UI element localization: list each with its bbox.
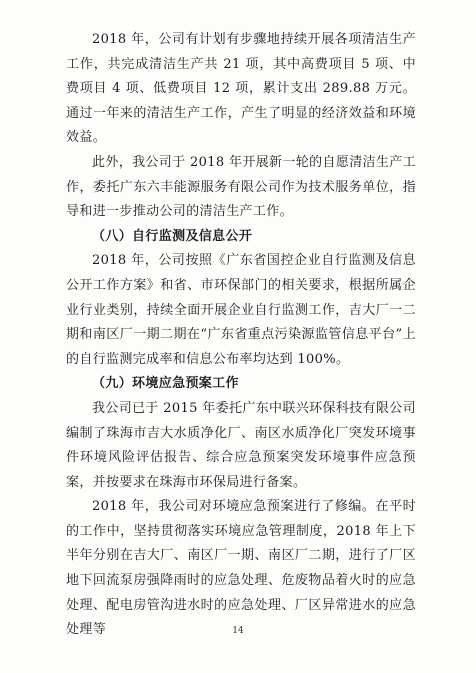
paragraph-emergency-plan-2018: 2018 年，我公司对环境应急预案进行了修编。在平时的工作中，坚持贯彻落实环境应急管理制度，2018 年上下半年分别在吉大厂、南区厂一期、南区厂二期，进行了厂区地下回流泵房强降雨时的应急处理、危废物品着火时的应急处理、配电房管沟进水时的应急处理、厂区异常进水的应急处理等	[66, 499, 416, 638]
section-heading-self-monitoring: （八）自行监测及信息公开	[92, 228, 253, 244]
page-number: 14	[232, 626, 244, 636]
paragraph-clean-production-outsourcing: 此外，我公司于 2018 年开展新一轮的自愿清洁生产工作，委托广东六丰能源服务有限公司作为技术服务单位，指导和进一步推动公司的清洁生产工作。	[66, 154, 416, 220]
section-heading-emergency-plan: （九）环境应急预案工作	[92, 376, 239, 392]
paragraph-emergency-plan-2015: 我公司已于 2015 年委托广东中联兴环保科技有限公司编制了珠海市吉大水质净化厂、南区水质净化厂突发环境事件环境风险评估报告、综合应急预案突发环境事件应急预案，并按要求在珠海市环保局进行备案。	[66, 400, 416, 490]
paragraph-self-monitoring: 2018 年，公司按照《广东省国控企业自行监测及信息公开工作方案》和省、市环保部门的相关要求，根据所属企业行业类别，持续全面开展企业自行监测工作，吉大厂一二期和南区厂一期二期在“广东省重点污染源监管信息平台”上的自行监测完成率和信息公布率均达到 100%。	[66, 253, 416, 367]
document-body	[66, 28, 416, 643]
paragraph-clean-production-summary: 2018 年，公司有计划有步骤地持续开展各项清洁生产工作，共完成清洁生产共 21 项，其中高费项目 5 项、中费项目 4 项、低费项目 12 项，累计支出 289.88 万元。通过一年来的清洁生产工作，产生了明显的经济效益和环境效益。	[66, 32, 416, 146]
